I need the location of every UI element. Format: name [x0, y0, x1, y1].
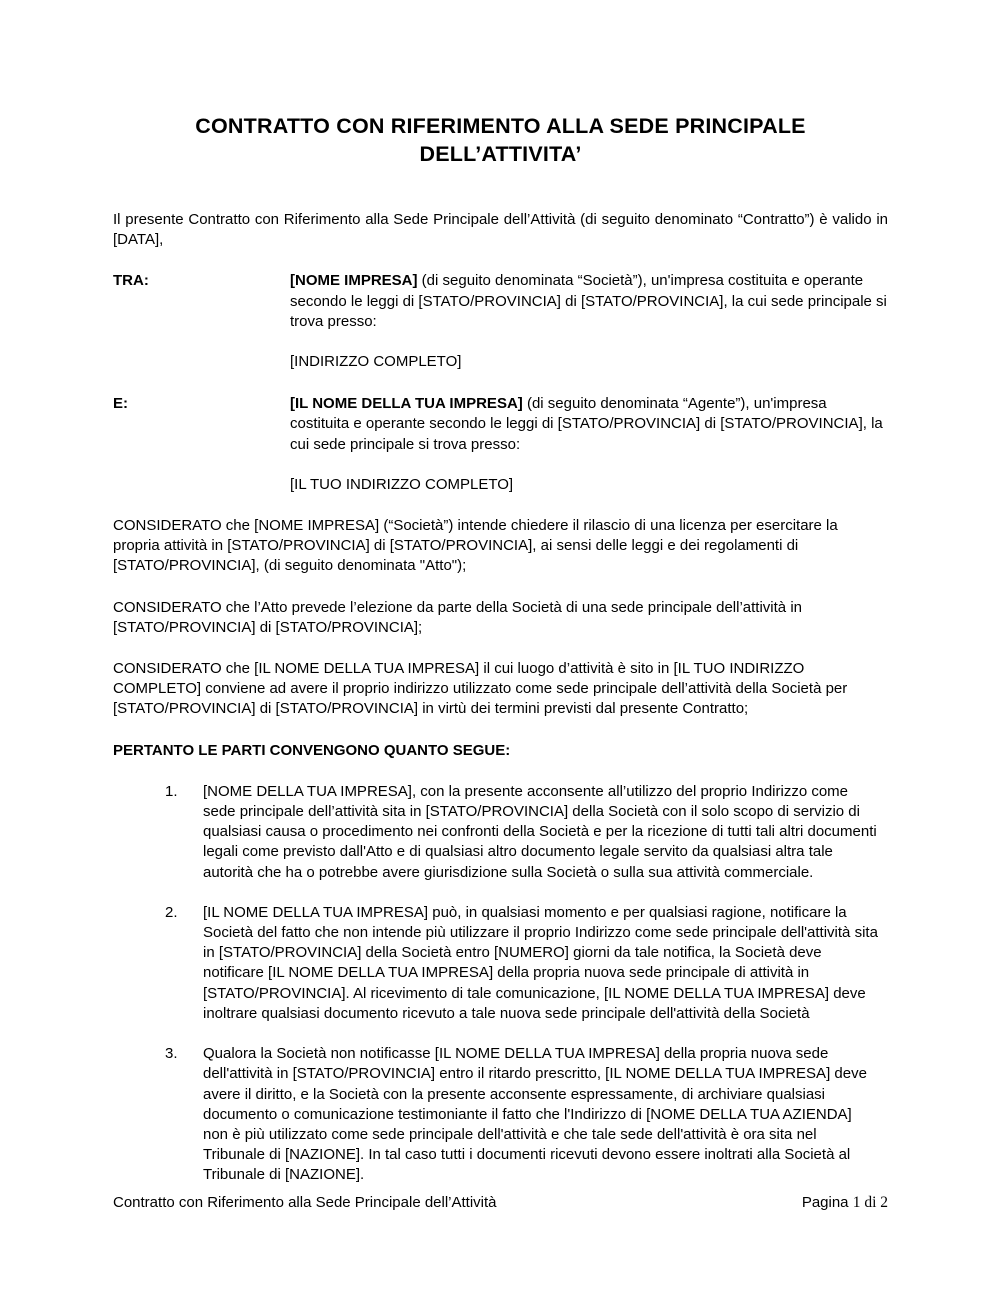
party-name-e: [IL NOME DELLA TUA IMPRESA]	[290, 395, 523, 413]
footer-document-name: Contratto con Riferimento alla Sede Principale dell’Attività	[113, 1194, 497, 1211]
intro-paragraph: Il presente Contratto con Riferimento alla Sede Principale dell’Attività (di seguito denominato “Contratto”) è valido in [DATA],	[113, 211, 888, 249]
clause-text-3: Qualora la Società non notificasse [IL NOME DELLA TUA IMPRESA] della propria nuova sede dell'attività in [STATO/PROVINCIA] entro il ritardo prescritto, [IL NOME DELLA TUA IMPRESA] deve avere il diritto, e la Società con la presente acconsente espressamente, di archiviare qualsiasi documento o comunicazione testimoniante il fatto che l'Indirizzo di [NOME DELLA TUA AZIENDA] non è più utilizzato come sede principale dell'attività e che tale sede dell'attività è ora sita nel Tribunale di [NAZIONE]. In tal caso tutti i documenti ricevuti devono essere inoltrati alla Società al Tribunale di [NAZIONE].	[203, 1045, 867, 1184]
party-address-e: [IL TUO INDIRIZZO COMPLETO]	[290, 475, 514, 493]
party-description-e: (di seguito denominata “Agente”), un'impresa costituita e operante secondo le leggi di [STATO/PROVINCIA] di [STATO/PROVINCIA], la cui sede principale si trova presso:	[290, 395, 883, 453]
page-footer	[113, 1193, 888, 1213]
document-content	[113, 0, 888, 1186]
clause-marker-2: 2.	[165, 903, 178, 921]
clause-marker-1: 1.	[165, 782, 178, 800]
party-label-tra: TRA:	[113, 272, 149, 290]
clause-text-1: [NOME DELLA TUA IMPRESA], con la presente acconsente all’utilizzo del proprio Indirizzo come sede principale dell’attività sita in [STATO/PROVINCIA] della Società con il solo scopo di servizio di qualsiasi causa o procedimento nei confronti della Società e per la ricezione di tutti tali altri documenti legali come previsto dall'Atto e di qualsiasi altro documento legale servito da qualsiasi altra tale autorità che ha o potrebbe avere giurisdizione sulla Società o sulla sua attività commerciale.	[203, 782, 877, 881]
clause-marker-3: 3.	[165, 1045, 178, 1063]
party-address-tra: [INDIRIZZO COMPLETO]	[290, 353, 462, 371]
party-body-e	[290, 394, 888, 455]
clause-list	[113, 782, 888, 1186]
agreement-heading: PERTANTO LE PARTI CONVENGONO QUANTO SEGUE:	[113, 741, 511, 759]
clause-item-2	[113, 903, 888, 1024]
clause-spacer	[113, 1024, 888, 1044]
party-row-e	[113, 394, 888, 455]
clause-spacer	[113, 883, 888, 903]
party-body-tra	[290, 271, 888, 332]
recital-2: CONSIDERATO che l’Atto prevede l’elezione da parte della Società di una sede principale dell’attività in [STATO/PROVINCIA] di [STATO/PROVINCIA];	[113, 598, 802, 636]
party-label-e: E:	[113, 395, 128, 413]
clause-item-1	[113, 782, 888, 883]
recital-3: CONSIDERATO che [IL NOME DELLA TUA IMPRESA] il cui luogo d’attività è sito in [IL TUO INDIRIZZO COMPLETO] conviene ad avere il proprio indirizzo utilizzato come sede principale dell’attività della Società per [STATO/PROVINCIA] di [STATO/PROVINCIA] in virtù dei termini previsti dal presente Contratto;	[113, 660, 848, 718]
clause-text-2: [IL NOME DELLA TUA IMPRESA] può, in qualsiasi momento e per qualsiasi ragione, notificare la Società del fatto che non intende più utilizzare il proprio Indirizzo come sede principale dell'attività sita in [STATO/PROVINCIA] della Società entro [NUMERO] giorni da tale notifica, la Società deve notificare [IL NOME DELLA TUA IMPRESA] della propria nuova sede principale di attività in [STATO/PROVINCIA]. Al ricevimento di tale comunicazione, [IL NOME DELLA TUA IMPRESA] deve inoltrare qualsiasi documento ricevuto a tale nuova sede principale dell'attività della Società	[203, 903, 878, 1022]
page-title: CONTRATTO CON RIFERIMENTO ALLA SEDE PRINCIPALE DELL’ATTIVITA’	[195, 114, 806, 166]
recital-1: CONSIDERATO che [NOME IMPRESA] (“Società”) intende chiedere il rilascio di una licenza per esercitare la propria attività in [STATO/PROVINCIA] di [STATO/PROVINCIA], ai sensi delle leggi e dei regolamenti di [STATO/PROVINCIA], (di seguito denominata "Atto");	[113, 517, 838, 575]
clause-item-3	[113, 1044, 888, 1185]
party-row-tra	[113, 271, 888, 332]
party-description-tra: (di seguito denominata “Società”), un'impresa costituita e operante secondo le leggi di [STATO/PROVINCIA] di [STATO/PROVINCIA], la cui sede principale si trova presso:	[290, 272, 887, 330]
party-name-tra: [NOME IMPRESA]	[290, 272, 418, 290]
footer-page-indicator	[802, 1193, 888, 1213]
footer-page-label: Pagina	[801, 1194, 853, 1211]
footer-page-number: 1 di 2	[852, 1194, 888, 1211]
